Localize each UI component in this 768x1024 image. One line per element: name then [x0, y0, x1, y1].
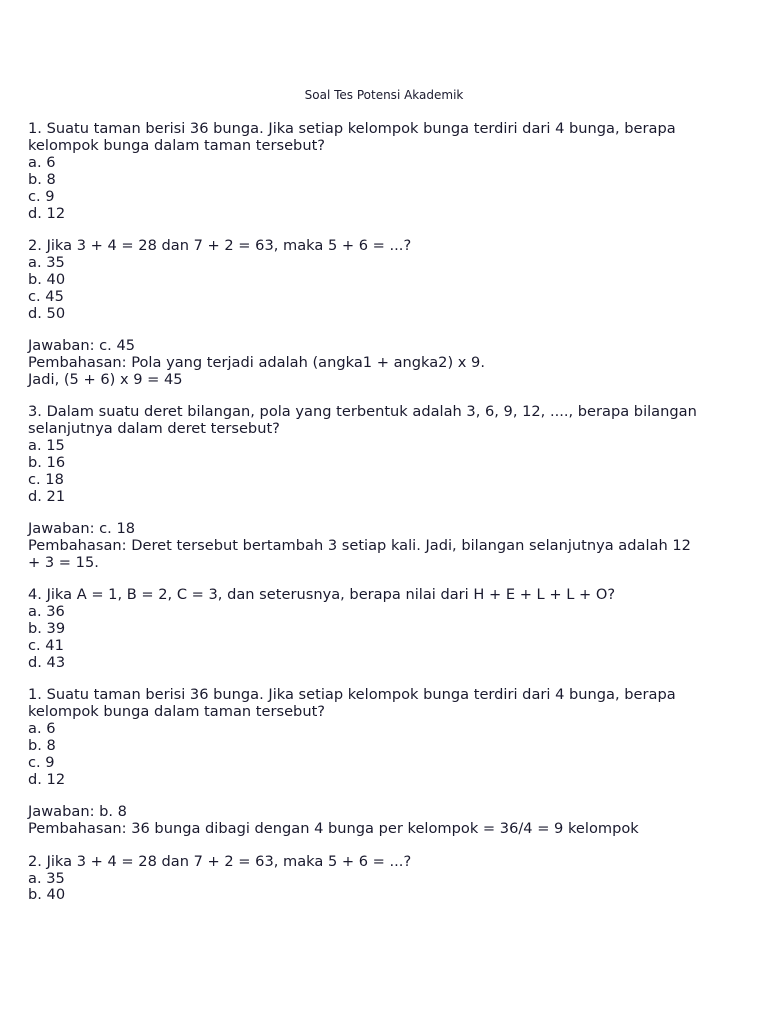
question-text: 4. Jika A = 1, B = 2, C = 3, dan seterusnya, berapa nilai dari H + E + L + L + O? — [28, 586, 616, 604]
question-text: 3. Dalam suatu deret bilangan, pola yang terbentuk adalah 3, 6, 9, 12, ...., berapa bilangan — [28, 403, 697, 421]
answer-option: c. 41 — [28, 637, 64, 655]
question-text: kelompok bunga dalam taman tersebut? — [28, 703, 326, 721]
answer-option: b. 40 — [28, 886, 66, 904]
question-block — [28, 238, 744, 323]
answer-block — [28, 338, 744, 389]
answer-option: c. 9 — [28, 754, 55, 771]
answer-key: Jawaban: b. 8 — [28, 803, 127, 821]
answer-option: d. 21 — [28, 487, 66, 505]
answer-option: a. 35 — [28, 253, 65, 271]
explanation-text: Pembahasan: 36 bunga dibagi dengan 4 bunga per kelompok = 36/4 = 9 kelompok — [28, 820, 639, 838]
explanation-text: Jadi, (5 + 6) x 9 = 45 — [28, 370, 183, 388]
question-block — [28, 587, 744, 672]
answer-option: d. 50 — [28, 304, 66, 322]
question-block — [28, 121, 744, 222]
question-text: selanjutnya dalam deret tersebut? — [28, 420, 280, 438]
answer-key: Jawaban: c. 45 — [28, 336, 136, 354]
question-text: 1. Suatu taman berisi 36 bunga. Jika setiap kelompok bunga terdiri dari 4 bunga, berapa — [28, 120, 676, 137]
answer-option: d. 43 — [28, 653, 66, 671]
answer-option: c. 18 — [28, 470, 64, 488]
answer-option: b. 40 — [28, 270, 66, 288]
answer-option: a. 36 — [28, 603, 65, 621]
answer-option: c. 45 — [28, 287, 64, 305]
answer-option: a. 6 — [28, 720, 56, 738]
question-block — [28, 854, 744, 905]
document-body — [28, 121, 744, 920]
document-title: Soal Tes Potensi Akademik — [304, 88, 464, 102]
answer-block — [28, 521, 744, 572]
explanation-text: + 3 = 15. — [28, 553, 99, 571]
answer-option: d. 12 — [28, 770, 66, 788]
question-text: 2. Jika 3 + 4 = 28 dan 7 + 2 = 63, maka 5 + 6 = ...? — [28, 852, 412, 870]
answer-key: Jawaban: c. 18 — [28, 520, 136, 538]
question-text: 2. Jika 3 + 4 = 28 dan 7 + 2 = 63, maka 5 + 6 = ...? — [28, 236, 412, 254]
question-block — [28, 404, 744, 505]
explanation-text: Pembahasan: Pola yang terjadi adalah (angka1 + angka2) x 9. — [28, 353, 485, 371]
answer-option: b. 8 — [28, 737, 56, 755]
answer-option: a. 6 — [28, 153, 56, 171]
explanation-text: Pembahasan: Deret tersebut bertambah 3 setiap kali. Jadi, bilangan selanjutnya adalah 12 — [28, 537, 691, 555]
answer-option: d. 12 — [28, 204, 66, 222]
answer-option: b. 8 — [28, 170, 56, 188]
answer-block — [28, 804, 744, 838]
question-text: kelompok bunga dalam taman tersebut? — [28, 136, 326, 154]
answer-option: a. 15 — [28, 437, 65, 454]
answer-option: a. 35 — [28, 869, 65, 887]
answer-option: b. 16 — [28, 453, 66, 471]
answer-option: b. 39 — [28, 620, 66, 638]
question-block — [28, 687, 744, 788]
question-text: 1. Suatu taman berisi 36 bunga. Jika setiap kelompok bunga terdiri dari 4 bunga, berapa — [28, 686, 676, 704]
answer-option: c. 9 — [28, 187, 55, 205]
